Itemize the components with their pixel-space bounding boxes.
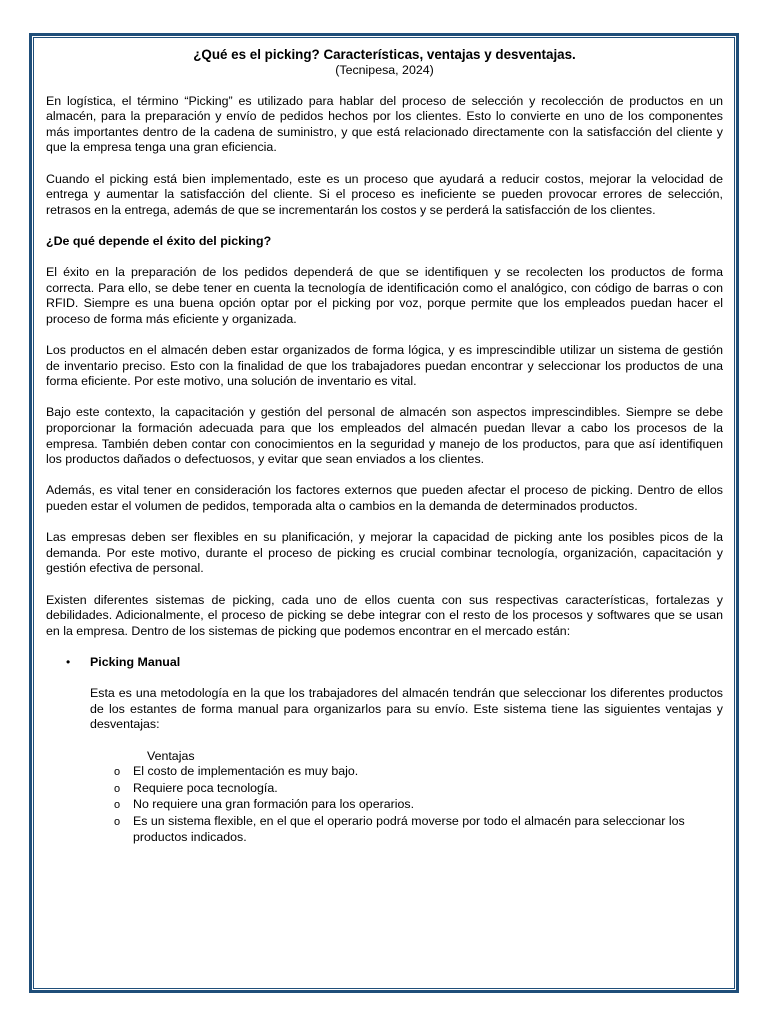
paragraph-intro-2: Cuando el picking está bien implementado, este es un proceso que ayudará a reducir costos, mejorar la velocidad de entrega y aumentar la satisfacción del cliente. Si el proceso es ineficiente se pueden provocar errores de selección, retrasos en la entrega, además de que se incrementarán los costos y se perderá la satisfacción de los clientes. bbox=[46, 171, 723, 217]
bullet-marker: • bbox=[66, 654, 71, 669]
paragraph-body-1: El éxito en la preparación de los pedidos dependerá de que se identifiquen y se recolecten los productos de forma correcta. Para ello, se debe tener en cuenta la tecnología de identificación como el analógico, con código de barras o con RFID. Siempre es una buena opción optar por el picking por voz, porque permite que los empleados puedan hacer el proceso de forma más eficiente y organizada. bbox=[46, 265, 723, 326]
document-body bbox=[46, 47, 723, 845]
paragraph-body-6: Existen diferentes sistemas de picking, cada uno de ellos cuenta con sus respectivas características, fortalezas y debilidades. Adicionalmente, el proceso de picking se debe integrar con el resto de los procesos y softwares que se usan en la empresa. Dentro de los sistemas de picking que podemos encontrar en el mercado están: bbox=[46, 592, 723, 638]
sub-bullet-marker: o bbox=[114, 815, 121, 828]
paragraph-body-3: Bajo este contexto, la capacitación y gestión del personal de almacén son aspectos imprescindibles. Siempre se debe proporcionar la formación adecuada para que los empleados del almacén puedan llevar a cabo los procesos de la empresa. También deben contar con conocimientos en la seguridad y manejo de los productos, para que así identifiquen los productos dañados o defectuosos, y evitar que sean enviados a los clientes. bbox=[46, 405, 723, 467]
section-heading: ¿De qué depende el éxito del picking? bbox=[46, 233, 272, 248]
sub-bullet-marker: o bbox=[114, 766, 121, 779]
bullet-picking-manual bbox=[46, 655, 723, 671]
paragraph-intro-1: En logística, el término “Picking” es utilizado para hablar del proceso de selección y recolección de productos en un almacén, para la preparación y envío de pedidos hechos por los clientes. Esto lo convierte en uno de los componentes más importantes dentro de la cadena de suministro, y que está relacionado directamente con la satisfacción del cliente y que la empresa tenga una gran eficiencia. bbox=[46, 93, 723, 155]
list-item bbox=[46, 764, 723, 781]
advantages-list bbox=[46, 764, 723, 845]
sub-bullet-marker: o bbox=[114, 782, 121, 795]
list-item-text: Es un sistema flexible, en el que el operario podrá moverse por todo el almacén para seleccionar los productos indicados. bbox=[133, 813, 685, 844]
list-item bbox=[46, 814, 723, 845]
list-item-text: Requiere poca tecnología. bbox=[133, 780, 278, 795]
paragraph-body-2: Los productos en el almacén deben estar organizados de forma lógica, y es imprescindible utilizar un sistema de gestión de inventario preciso. Esto con la finalidad de que los trabajadores puedan encontrar y seleccionar los productos de una forma eficiente. Por este motivo, una solución de inventario es vital. bbox=[46, 343, 723, 389]
paragraph-body-5: Las empresas deben ser flexibles en su planificación, y mejorar la capacidad de picking ante los posibles picos de la demanda. Por este motivo, durante el proceso de picking es crucial combinar tecnología, organización, capacitación y gestión efectiva de personal. bbox=[46, 530, 723, 576]
document-citation: (Tecnipesa, 2024) bbox=[335, 63, 434, 77]
list-item bbox=[46, 797, 723, 814]
bullet-description: Esta es una metodología en la que los trabajadores del almacén tendrán que seleccionar los diferentes productos de los estantes de forma manual para organizarlos para su envío. Este sistema tiene las siguientes ventajas y desventajas: bbox=[90, 686, 723, 732]
sub-bullet-marker: o bbox=[114, 799, 121, 812]
list-item-text: El costo de implementación es muy bajo. bbox=[133, 764, 359, 779]
list-item-text: No requiere una gran formación para los operarios. bbox=[133, 797, 415, 812]
document-title: ¿Qué es el picking? Características, ventajas y desventajas. bbox=[193, 47, 576, 62]
paragraph-body-4: Además, es vital tener en consideración los factores externos que pueden afectar el proceso de picking. Dentro de ellos pueden estar el volumen de pedidos, temporada alta o cambios en la demanda de determinados productos. bbox=[46, 483, 723, 514]
bullet-label: Picking Manual bbox=[90, 654, 181, 669]
sublist-label: Ventajas bbox=[147, 748, 195, 763]
list-item bbox=[46, 781, 723, 798]
